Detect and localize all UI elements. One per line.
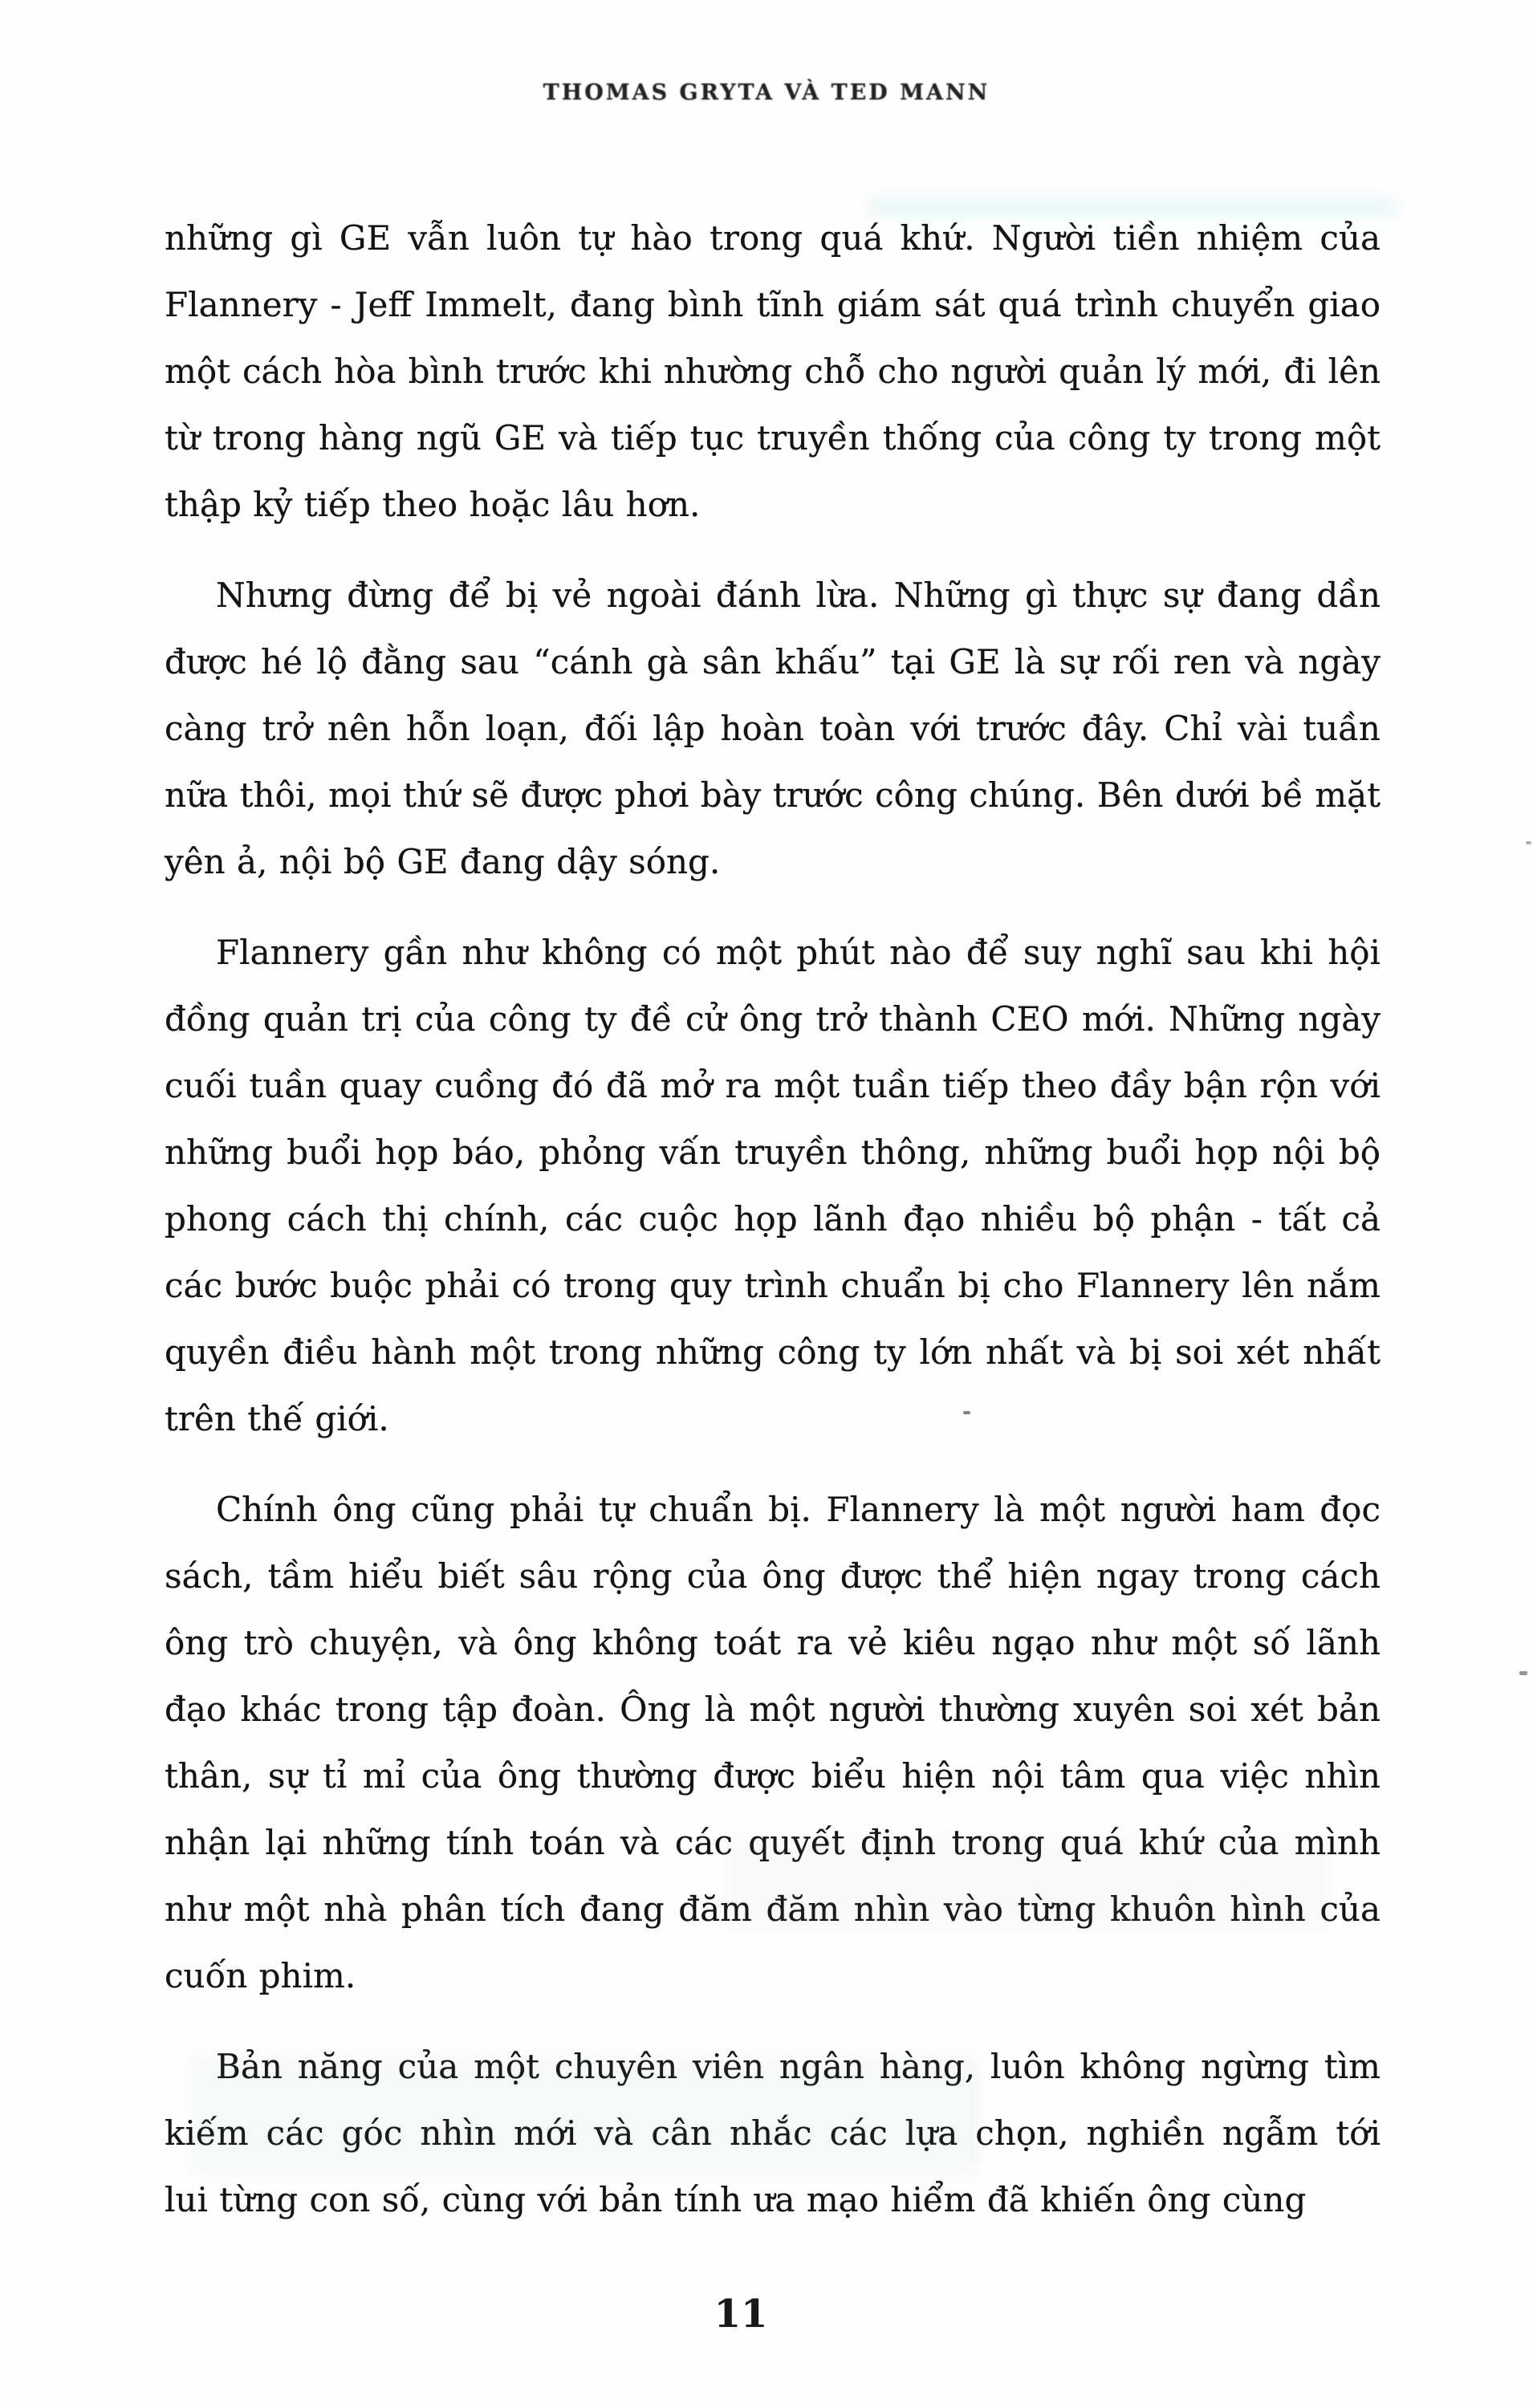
text-line: kiếm các góc nhìn mới và cân nhắc các lựa chọn, nghiền ngẫm tới xyxy=(165,2113,1381,2153)
text-line: lui từng con số, cùng với bản tính ưa mạo hiểm đã khiến ông cùng xyxy=(165,2180,1307,2219)
text-line: Flannery - Jeff Immelt, đang bình tĩnh giám sát quá trình chuyển giao xyxy=(165,285,1381,324)
text-line: sách, tầm hiểu biết sâu rộng của ông được thể hiện ngay trong cách xyxy=(165,1556,1381,1596)
text-line: trên thế giới. xyxy=(165,1399,389,1438)
text-line: những buổi họp báo, phỏng vấn truyền thông, những buổi họp nội bộ xyxy=(165,1133,1381,1172)
text-line: thập kỷ tiếp theo hoặc lâu hơn. xyxy=(165,485,701,524)
text-line: từ trong hàng ngũ GE và tiếp tục truyền thống của công ty trong một xyxy=(165,418,1381,458)
text-line: các bước buộc phải có trong quy trình chuẩn bị cho Flannery lên nắm xyxy=(165,1266,1381,1305)
page-number: 11 xyxy=(714,2292,768,2337)
text-line: những gì GE vẫn luôn tự hào trong quá khứ. Người tiền nhiệm của xyxy=(165,218,1381,258)
body-text xyxy=(165,205,1381,2233)
text-line: một cách hòa bình trước khi nhường chỗ cho người quản lý mới, đi lên xyxy=(165,352,1381,391)
text-line: Flannery gần như không có một phút nào để suy nghĩ sau khi hội xyxy=(216,933,1381,972)
text-line: phong cách thị chính, các cuộc họp lãnh đạo nhiều bộ phận - tất cả xyxy=(165,1199,1381,1239)
text-line: cuối tuần quay cuồng đó đã mở ra một tuần tiếp theo đầy bận rộn với xyxy=(165,1066,1381,1105)
text-line: Chính ông cũng phải tự chuẩn bị. Flannery là một người ham đọc xyxy=(216,1490,1381,1529)
scan-artifact xyxy=(1519,1671,1527,1675)
text-line: được hé lộ đằng sau “cánh gà sân khấu” tại GE là sự rối ren và ngày xyxy=(165,642,1381,681)
text-line: Nhưng đừng để bị vẻ ngoài đánh lừa. Những gì thực sự đang dần xyxy=(216,576,1381,615)
text-line: đồng quản trị của công ty đề cử ông trở thành CEO mới. Những ngày xyxy=(165,999,1381,1039)
paragraph xyxy=(165,2033,1381,2233)
running-header: THOMAS GRYTA VÀ TED MANN xyxy=(543,80,990,105)
text-line: quyền điều hành một trong những công ty lớn nhất và bị soi xét nhất xyxy=(165,1332,1381,1372)
text-line: càng trở nên hỗn loạn, đối lập hoàn toàn với trước đây. Chỉ vài tuần xyxy=(165,709,1381,748)
paragraph xyxy=(165,1476,1381,2009)
text-line: yên ả, nội bộ GE đang dậy sóng. xyxy=(165,842,721,881)
text-line: cuốn phim. xyxy=(165,1956,356,1995)
paragraph xyxy=(165,562,1381,895)
paragraph xyxy=(165,919,1381,1452)
text-line: ông trò chuyện, và ông không toát ra vẻ kiêu ngạo như một số lãnh xyxy=(165,1623,1381,1662)
text-line: nữa thôi, mọi thứ sẽ được phơi bày trước công chúng. Bên dưới bề mặt xyxy=(165,775,1381,815)
scan-artifact xyxy=(1526,841,1531,844)
paragraph xyxy=(165,205,1381,538)
text-line: Bản năng của một chuyên viên ngân hàng, luôn không ngừng tìm xyxy=(216,2047,1381,2086)
text-line: nhận lại những tính toán và các quyết định trong quá khứ của mình xyxy=(165,1823,1381,1862)
text-line: thân, sự tỉ mỉ của ông thường được biểu hiện nội tâm qua việc nhìn xyxy=(165,1756,1381,1796)
text-line: đạo khác trong tập đoàn. Ông là một người thường xuyên soi xét bản xyxy=(165,1690,1381,1729)
text-line: như một nhà phân tích đang đăm đăm nhìn vào từng khuôn hình của xyxy=(165,1889,1381,1929)
